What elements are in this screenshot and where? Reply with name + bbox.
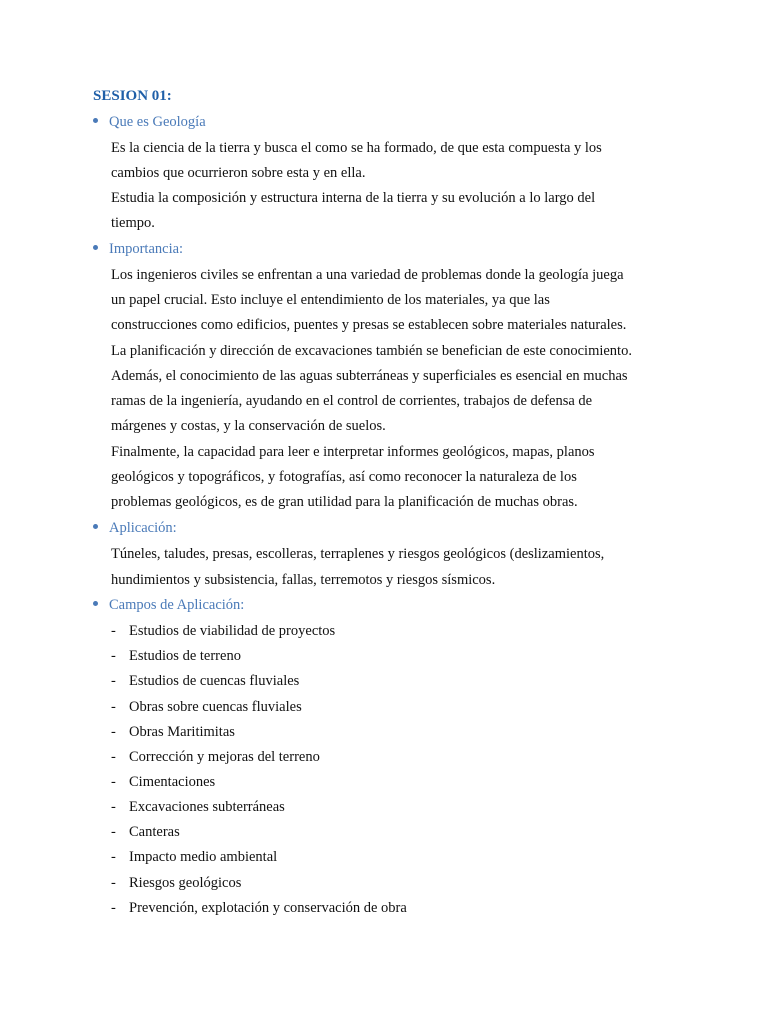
bullet-icon [93,524,98,529]
dash-marker: - [111,799,116,815]
bullet-icon [93,601,98,606]
list-item [111,772,215,792]
list-item-text: Excavaciones subterráneas [129,799,285,815]
list-item-text: Impacto medio ambiental [129,849,278,865]
paragraph-line: hundimientos y subsistencia, fallas, terremotos y riesgos sísmicos. [111,572,496,588]
list-item-text: Riesgos geológicos [129,875,242,891]
dash-marker: - [111,724,116,740]
dash-marker: - [111,824,116,840]
list-item [111,646,241,666]
paragraph-line: cambios que ocurrieron sobre esta y en ella. [111,165,366,181]
dash-marker: - [111,673,116,689]
list-item-text: Cimentaciones [129,774,216,790]
list-item [111,722,235,742]
paragraph-line: Es la ciencia de la tierra y busca el como se ha formado, de que esta compuesta y los [111,140,602,156]
list-item [111,671,299,691]
paragraph-line: Finalmente, la capacidad para leer e interpretar informes geológicos, mapas, planos [111,444,595,460]
list-item [111,797,285,817]
section-heading-text: Que es Geología [109,114,206,130]
dash-marker: - [111,749,116,765]
section-heading-aplicacion [93,518,177,538]
paragraph-line: Los ingenieros civiles se enfrentan a una variedad de problemas donde la geología juega [111,267,624,283]
paragraph-line: ramas de la ingeniería, ayudando en el control de corrientes, trabajos de defensa de [111,393,593,409]
list-item-text: Canteras [129,824,180,840]
list-item [111,621,335,641]
section-heading-importancia [93,239,183,259]
dash-marker: - [111,699,116,715]
section-heading-text: Aplicación: [109,520,177,536]
bullet-icon [93,118,98,123]
paragraph-line: tiempo. [111,215,155,231]
paragraph-line: Túneles, taludes, presas, escolleras, terraplenes y riesgos geológicos (deslizamientos, [111,546,605,562]
section-heading-campos [93,595,244,615]
list-item-text: Prevención, explotación y conservación de obra [129,900,407,916]
list-item-text: Corrección y mejoras del terreno [129,749,320,765]
dash-marker: - [111,648,116,664]
list-item [111,847,277,867]
list-item [111,898,407,918]
paragraph-line: La planificación y dirección de excavaciones también se benefician de este conocimiento. [111,343,632,359]
paragraph-line: construcciones como edificios, puentes y presas se establecen sobre materiales naturales. [111,317,627,333]
paragraph-line: geológicos y topográficos, y fotografías, así como reconocer la naturaleza de los [111,469,577,485]
list-item-text: Obras Maritimitas [129,724,235,740]
paragraph-line: problemas geológicos, es de gran utilidad para la planificación de muchas obras. [111,494,578,510]
list-item [111,747,320,767]
paragraph-line: Además, el conocimiento de las aguas subterráneas y superficiales es esencial en muchas [111,368,628,384]
paragraph-line: un papel crucial. Esto incluye el entendimiento de los materiales, ya que las [111,292,550,308]
dash-marker: - [111,774,116,790]
section-heading-geologia [93,112,206,132]
bullet-icon [93,245,98,250]
session-title: SESION 01: [93,88,172,104]
dash-marker: - [111,849,116,865]
dash-marker: - [111,623,116,639]
list-item [111,822,180,842]
list-item-text: Estudios de terreno [129,648,241,664]
section-heading-text: Importancia: [109,241,184,257]
section-heading-text: Campos de Aplicación: [109,597,245,613]
dash-marker: - [111,900,116,916]
paragraph-line: Estudia la composición y estructura interna de la tierra y su evolución a lo largo del [111,190,596,206]
list-item-text: Estudios de viabilidad de proyectos [129,623,336,639]
list-item [111,873,241,893]
list-item-text: Estudios de cuencas fluviales [129,673,300,689]
dash-marker: - [111,875,116,891]
list-item [111,697,302,717]
list-item-text: Obras sobre cuencas fluviales [129,699,302,715]
paragraph-line: márgenes y costas, y la conservación de suelos. [111,418,386,434]
